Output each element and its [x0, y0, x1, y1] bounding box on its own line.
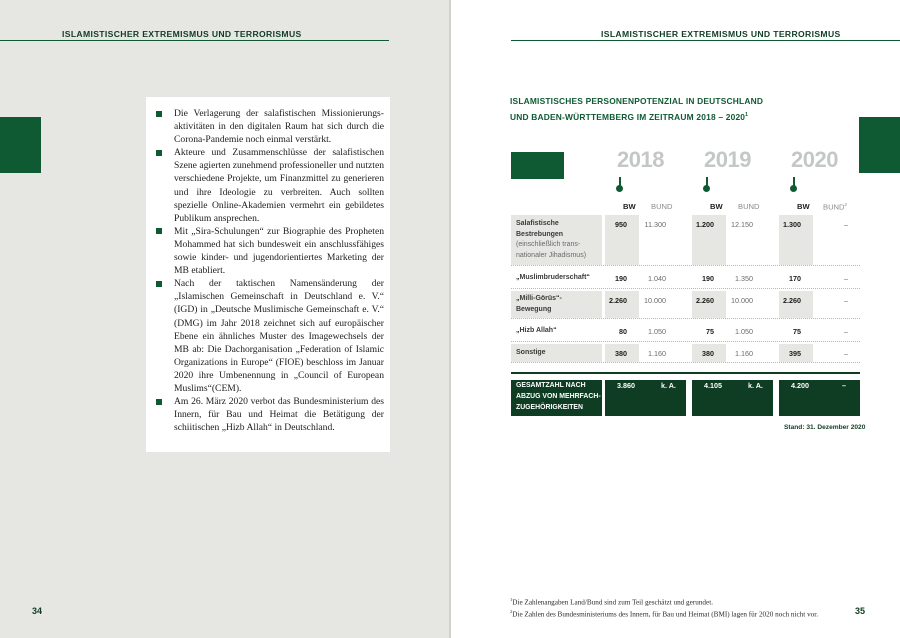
col-head-bund: BUND: [738, 202, 760, 211]
bullet-text-box: [146, 97, 390, 452]
row-label-hizb-allah: „Hizb Allah“: [516, 327, 557, 334]
row-divider: [511, 265, 860, 266]
row-label-sub: (einschließlich transnationaler Jihadismus): [516, 241, 587, 259]
footnote-1: [510, 595, 818, 607]
footnote-mark: 1: [510, 597, 513, 602]
cell-2019-bw: 75: [706, 327, 714, 336]
col-head-bund-footnote-mark: 2: [844, 202, 848, 207]
cell-2018-bund: 11.300: [644, 220, 666, 229]
cell-2018-bw: 190: [615, 274, 627, 283]
total-label: GESAMTZAHL NACH ABZUG VON MEHRFACHZUGEHÖRIGKEITEN: [516, 382, 601, 411]
cell-2019-bund: 1.350: [735, 274, 753, 283]
cell-2020-bund: –: [844, 296, 848, 305]
row-label-muslimbruderschaft: „Muslimbruderschaft“: [516, 274, 590, 281]
cell-2018-bund: 1.160: [648, 349, 666, 358]
footnotes: [510, 595, 818, 620]
cell-2018-bw: 80: [619, 327, 627, 336]
cell-2019-bund: 12.150: [731, 220, 753, 229]
cell-2020-bw: 1.300: [783, 220, 801, 229]
bullet-item: [156, 107, 384, 146]
header-rule-right: [511, 40, 900, 41]
total-2020-bw: 4.200: [791, 381, 809, 390]
header-rule-left: [0, 40, 389, 41]
bullet-text: Am 26. März 2020 verbot das Bundesministerium des Innern, für Bau und Heimat die Betätigung der schiitischen „Hizb Allah“ in Deutschland.: [174, 396, 384, 434]
cell-2020-bw: 75: [793, 327, 801, 336]
chapter-tab-left: [0, 117, 41, 173]
row-label-text: Salafistische Bestrebungen: [516, 220, 564, 238]
cell-2018-bw: 2.260: [609, 296, 627, 305]
cell-2020-bund: –: [844, 327, 848, 336]
cell-2020-bund: –: [844, 274, 848, 283]
bullet-square-icon: [156, 111, 162, 117]
cell-2020-bw: 2.260: [783, 296, 801, 305]
col-head-bw: BW: [710, 202, 723, 211]
year-marker-dot: [790, 185, 797, 192]
page-number-right: 35: [855, 606, 866, 616]
total-2018-bund: k. A.: [661, 381, 676, 390]
bullet-item: [156, 395, 384, 434]
bullet-list: [156, 107, 384, 434]
bullet-text: Akteure und Zusammenschlüsse der salafistischen Szene agierten zunehmend professioneller und nutzten verschiedene Projekte, um Finanzmittel zu generieren und ihre Ideologie zu verbreiten. Auch sollten spezielle Online-Akademien vermehrt ein gebildetes Publikum ansprechen.: [174, 147, 384, 224]
total-2019-bund: k. A.: [748, 381, 763, 390]
bullet-text: Mit „Sira-Schulungen“ zur Biographie des Propheten Mohammed hat sich bundesweit ein anschlussfähiges sowie kinder- und jugendorientiertes Marketing der MB etabliert.: [174, 225, 384, 277]
total-top-rule: [511, 372, 860, 374]
table-title-line2-text: UND BADEN-WÜRTTEMBERG IM ZEITRAUM 2018 – 2020: [510, 111, 746, 122]
running-head-right: ISLAMISTISCHER EXTREMISMUS UND TERRORISMUS: [601, 29, 841, 39]
col-head-bw: BW: [797, 202, 810, 211]
right-page: [451, 0, 900, 638]
cell-2018-bund: 1.050: [648, 327, 666, 336]
cell-2020-bund: –: [844, 220, 848, 229]
table-title-footnote-mark: 1: [745, 112, 749, 118]
year-marker-dot: [703, 185, 710, 192]
page-number-left: 34: [32, 606, 43, 616]
row-divider: [511, 341, 860, 342]
bullet-text: Nach der taktischen Namensänderung der „Islamischen Gemeinschaft in Deutschland e. V.“ (IGD) in „Deutsche Muslimische Gemeinschaft e. V.“ (DMG) im Jahr 2018 zeichnet sich auf europäischer Ebene ein ähnliches Muster des Imagewechsels der MB ab: Die Dachorganisation „Federation of Islamic Organizations in Europe“ (FIOE) beschloss im Januar 2020 ihre Umbenennung in „Council of European Muslims“(CEM).: [174, 278, 384, 394]
table-stand-date: Stand: 31. Dezember 2020: [784, 424, 866, 431]
cell-2019-bw: 2.260: [696, 296, 714, 305]
year-marker-dot: [616, 185, 623, 192]
total-2020-bund: –: [842, 381, 846, 390]
row-label-milli-goerues: „Milli-Görüs“-Bewegung: [516, 295, 562, 313]
row-label-sonstige: Sonstige: [516, 349, 546, 356]
bullet-item: [156, 225, 384, 277]
table-title-line1: ISLAMISTISCHES PERSONENPOTENZIAL IN DEUTSCHLAND: [510, 96, 764, 106]
footnote-mark: 2: [510, 609, 513, 615]
left-page: [0, 0, 449, 638]
footnote-2: [510, 607, 818, 619]
footnote-text: Die Zahlen des Bundesministeriums des Innern, für Bau und Heimat (BMI) lagen für 2020 noch nicht vor.: [512, 610, 819, 619]
cell-2018-bund: 10.000: [644, 296, 666, 305]
cell-2018-bw: 380: [615, 349, 627, 358]
total-2018-bw: 3.860: [617, 381, 635, 390]
year-2020: 2020: [791, 147, 838, 172]
total-2019-bw: 4.105: [704, 381, 722, 390]
col-head-bw: BW: [623, 202, 636, 211]
running-head-left: ISLAMISTISCHER EXTREMISMUS UND TERRORISMUS: [62, 29, 302, 39]
bullet-item: [156, 277, 384, 395]
table-title-line2: [510, 108, 763, 124]
bullet-text: Die Verlagerung der salafistischen Missionierungsaktivitäten in den digitalen Raum hat sich durch die Corona-Pandemie noch einmal verstärkt.: [174, 108, 384, 146]
cell-2019-bund: 1.160: [735, 349, 753, 358]
bullet-square-icon: [156, 281, 162, 287]
col-head-bund: [823, 202, 847, 212]
col-head-bund: BUND: [651, 202, 673, 211]
table-title: [510, 94, 763, 124]
bullet-item: [156, 146, 384, 225]
year-2018: 2018: [617, 147, 664, 172]
row-divider: [511, 288, 860, 289]
bullet-square-icon: [156, 150, 162, 156]
cell-2020-bw: 170: [789, 274, 801, 283]
footnote-text: Die Zahlenangaben Land/Bund sind zum Teil geschätzt und gerundet.: [512, 598, 714, 607]
cell-2019-bund: 1.050: [735, 327, 753, 336]
cell-2018-bw: 950: [615, 220, 627, 229]
cell-2019-bund: 10.000: [731, 296, 753, 305]
cell-2019-bw: 380: [702, 349, 714, 358]
col-head-bund-text: BUND: [823, 202, 845, 212]
row-divider: [511, 362, 860, 363]
year-header-block: [511, 152, 564, 179]
bullet-square-icon: [156, 399, 162, 405]
bullet-square-icon: [156, 228, 162, 234]
chapter-tab-right: [859, 117, 900, 173]
cell-2019-bw: 1.200: [696, 220, 714, 229]
cell-2018-bund: 1.040: [648, 274, 666, 283]
cell-2020-bund: –: [844, 349, 848, 358]
row-divider: [511, 318, 860, 319]
cell-2020-bw: 395: [789, 349, 801, 358]
cell-2019-bw: 190: [702, 274, 714, 283]
year-2019: 2019: [704, 147, 751, 172]
